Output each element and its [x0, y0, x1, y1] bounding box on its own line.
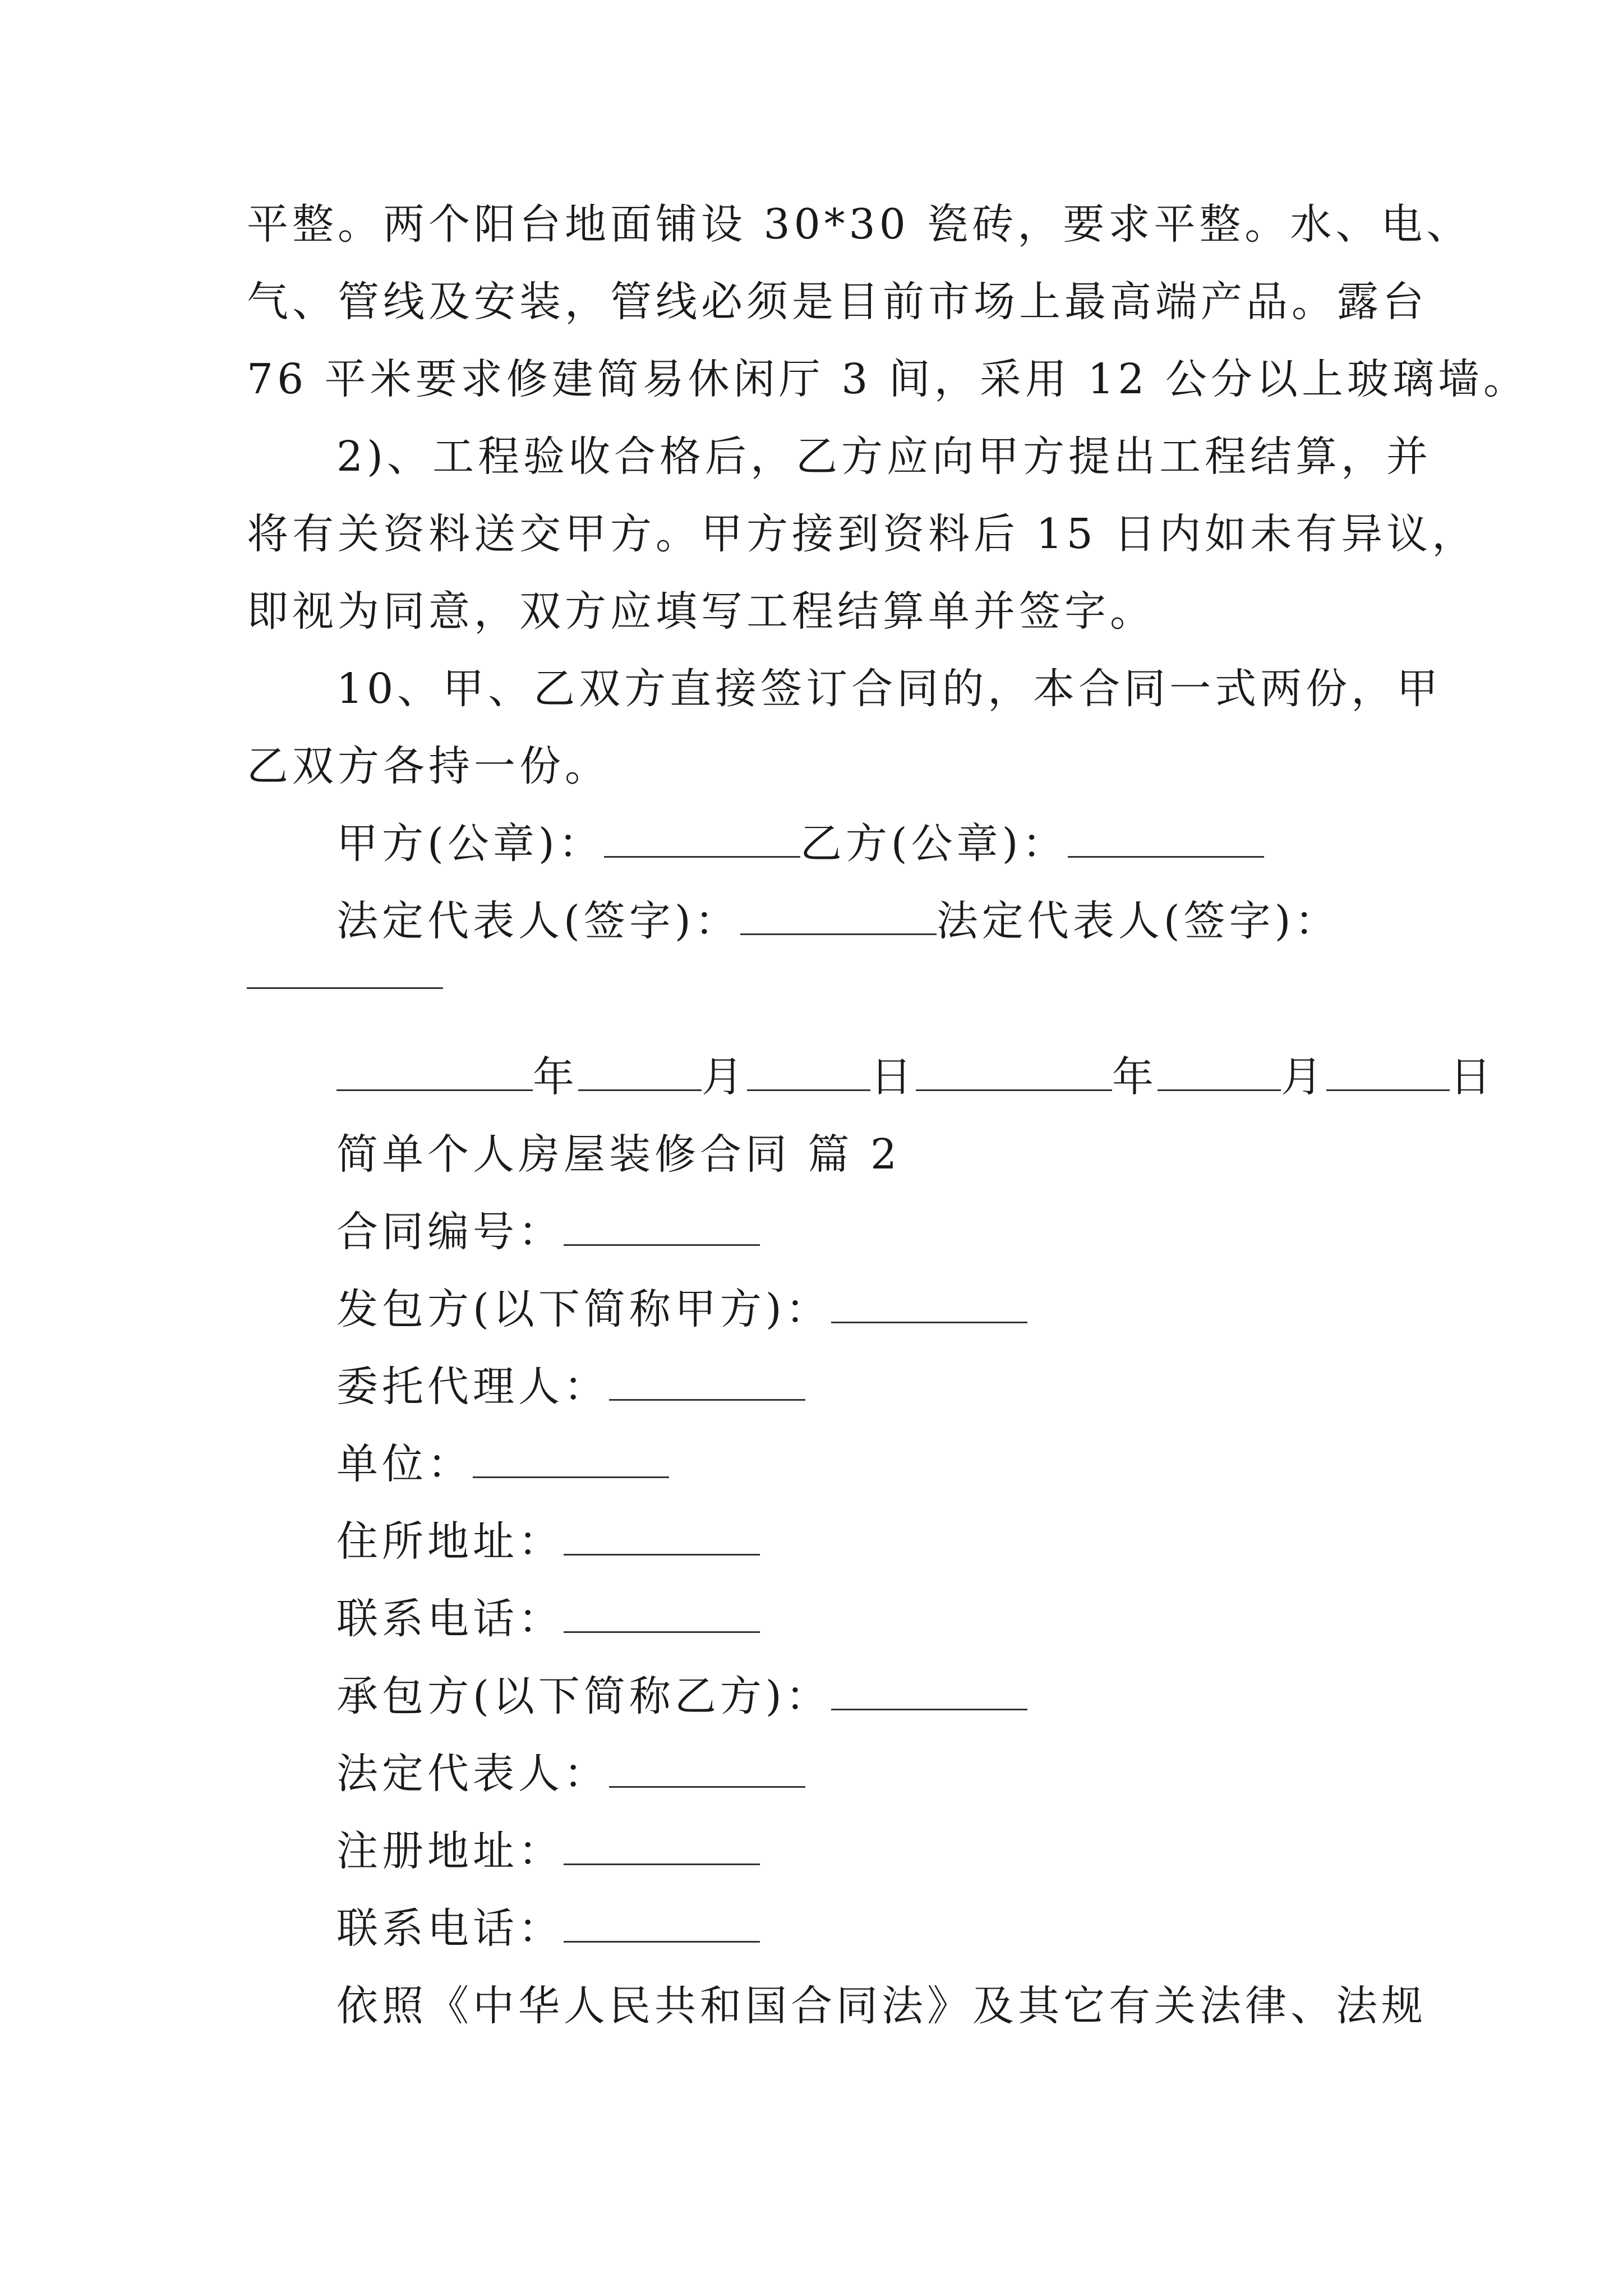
field-blank [609, 1752, 805, 1788]
field-blank [609, 1365, 805, 1401]
field-line [336, 1823, 1391, 1879]
field-label: 联系电话： [336, 1904, 564, 1953]
field-label: 承包方(以下简称乙方)： [336, 1672, 831, 1720]
clause-paragraph: 2)、工程验收合格后，乙方应向甲方提出工程结算，并 [336, 432, 1432, 481]
field-line [336, 1281, 1391, 1337]
month-label: 月 [702, 1053, 747, 1101]
rep-a-label: 法定代表人(签字)： [336, 897, 740, 945]
field-label: 联系电话： [336, 1595, 564, 1643]
body-line: 乙双方各持一份。 [247, 742, 610, 790]
field-line [336, 1204, 1391, 1260]
party-b-seal-label: 乙方(公章)： [800, 820, 1068, 868]
body-line: 气、管线及安装，管线必须是目前市场上最高端产品。露台 [247, 278, 1428, 326]
field-blank [831, 1675, 1027, 1710]
year-label: 年 [533, 1053, 578, 1101]
month-label: 月 [1281, 1053, 1326, 1101]
body-line: 即视为同意，双方应填写工程结算单并签字。 [247, 587, 1155, 636]
field-label: 法定代表人： [336, 1750, 609, 1798]
year-a-blank [336, 1056, 533, 1091]
field-line [336, 1668, 1391, 1724]
body-line: 平整。两个阳台地面铺设 30*30 瓷砖，要求平整。水、电、 [247, 200, 1472, 249]
party-b-seal-blank [1068, 822, 1264, 858]
field-label: 住所地址： [336, 1517, 564, 1566]
field-label: 委托代理人： [336, 1363, 609, 1411]
field-label: 合同编号： [336, 1208, 564, 1256]
date-line [336, 1049, 1495, 1105]
day-a-blank [747, 1056, 870, 1091]
field-label: 发包方(以下简称甲方)： [336, 1285, 831, 1333]
field-blank [473, 1443, 669, 1478]
rep-b-blank [247, 987, 443, 989]
field-label: 单位： [336, 1440, 473, 1488]
field-line [336, 1591, 1391, 1647]
field-line [336, 1359, 1391, 1415]
closing-paragraph: 依照《中华人民共和国合同法》及其它有关法律、法规 [336, 1982, 1427, 2030]
field-blank [564, 1520, 760, 1556]
section-title: 简单个人房屋装修合同 篇 2 [336, 1130, 901, 1179]
year-b-blank [916, 1056, 1112, 1091]
party-a-seal-blank [604, 822, 800, 858]
clause-paragraph: 10、甲、乙双方直接签订合同的，本合同一式两份，甲 [336, 665, 1442, 713]
field-blank [564, 1598, 760, 1633]
field-blank [564, 1211, 760, 1246]
month-b-blank [1158, 1056, 1281, 1091]
field-line [336, 1513, 1391, 1570]
day-b-blank [1326, 1056, 1450, 1091]
body-line: 76 平米要求修建简易休闲厅 3 间，采用 12 公分以上玻璃墙。 [247, 355, 1529, 403]
year-label: 年 [1112, 1053, 1158, 1101]
day-label: 日 [870, 1053, 916, 1101]
field-blank [564, 1830, 760, 1865]
field-label: 注册地址： [336, 1827, 564, 1875]
party-a-seal-label: 甲方(公章)： [336, 820, 604, 868]
field-line [336, 1901, 1391, 1957]
day-label: 日 [1450, 1053, 1495, 1101]
field-blank [831, 1288, 1027, 1323]
seal-line [336, 816, 1391, 872]
representative-line [336, 893, 1391, 949]
rep-a-blank [740, 900, 937, 935]
field-blank [564, 1907, 760, 1943]
field-line [336, 1436, 1391, 1492]
month-a-blank [578, 1056, 702, 1091]
body-line: 将有关资料送交甲方。甲方接到资料后 15 日内如未有异议， [247, 510, 1478, 558]
field-line [336, 1746, 1391, 1802]
rep-b-label: 法定代表人(签字)： [936, 897, 1340, 945]
